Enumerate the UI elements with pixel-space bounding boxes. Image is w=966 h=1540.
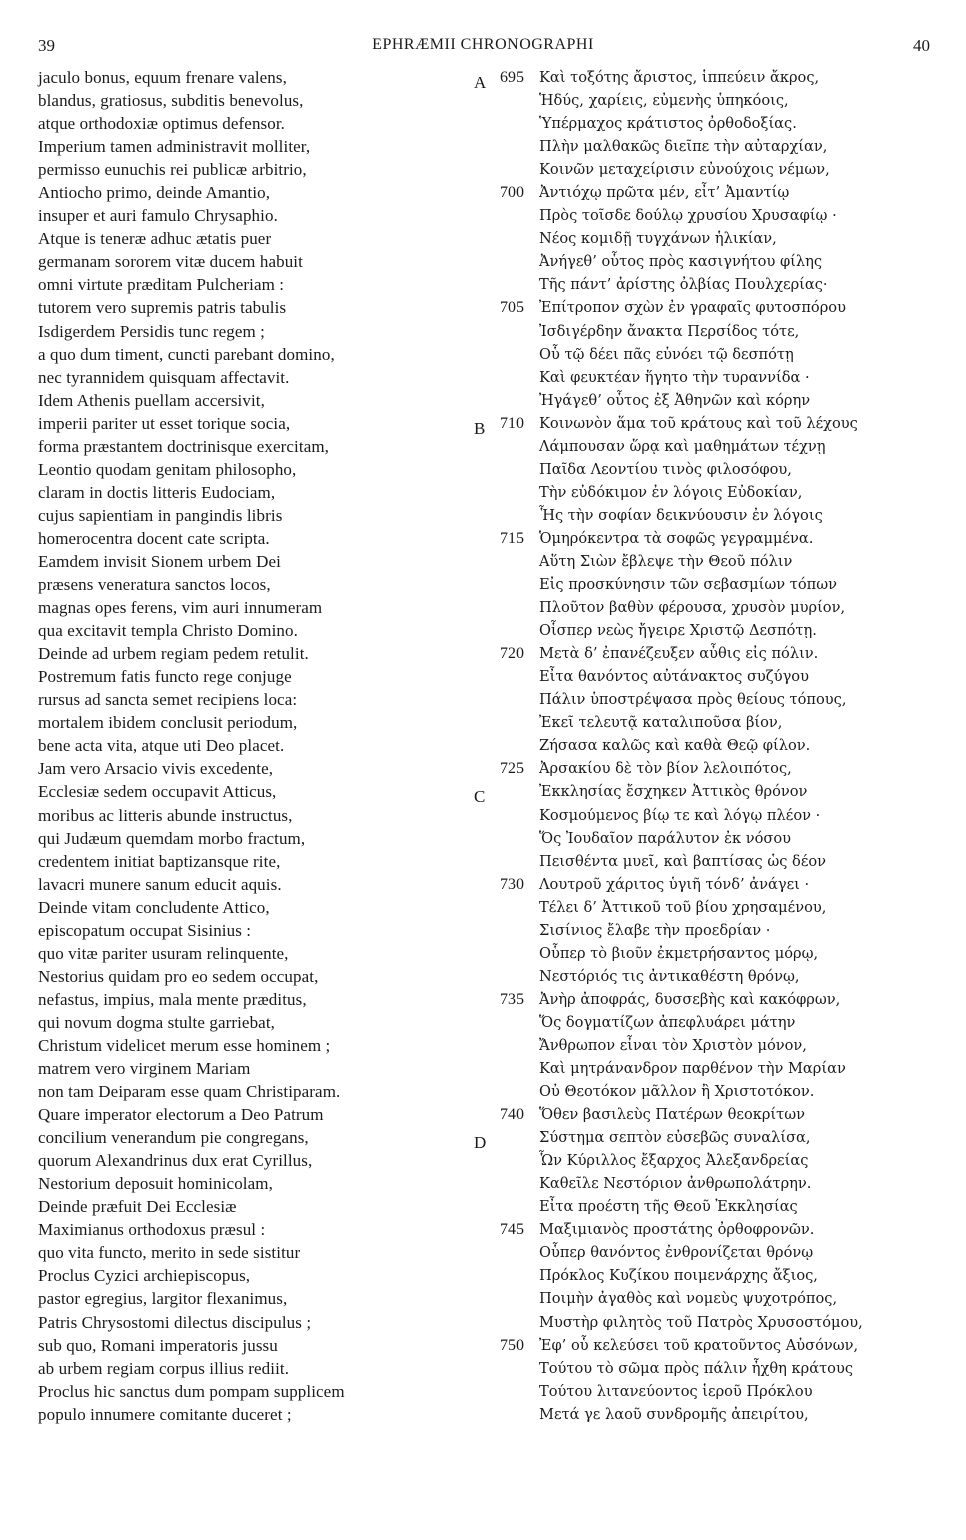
greek-verse-text: Μετὰ δ’ ἐπανέζευξεν αὖθις εἰς πόλιν.	[539, 645, 819, 663]
greek-verse-text: Ὅς δογματίζων ἀπεφλυάρει μάτην	[539, 1013, 796, 1031]
latin-line: imperii pariter ut esset torique socia,	[38, 413, 291, 433]
verse-number: 730	[500, 875, 524, 893]
greek-line	[470, 296, 940, 319]
greek-verse-text: Μυστὴρ φιλητὸς τοῦ Πατρὸς Χρυσοστόμου,	[539, 1313, 863, 1331]
latin-line: germanam sororem vitæ ducem habuit	[38, 252, 303, 272]
latin-line: homerocentra docent cate scripta.	[38, 528, 270, 548]
latin-line: mortalem ibidem conclusit periodum,	[38, 713, 298, 733]
latin-line: Leontio quodam genitam philosopho,	[38, 459, 297, 479]
latin-line: credentem initiat baptizansque rite,	[38, 851, 281, 871]
greek-line	[470, 527, 940, 550]
greek-verse-text: Ἐπίτροπον σχὼν ἐν γραφαῖς φυτοσπόρου	[539, 299, 846, 317]
greek-verse-text: Οὗπερ θανόντος ἐνθρονίζεται θρόνῳ	[539, 1244, 814, 1262]
greek-verse-text: Αὕτη Σιὼν ἔβλεψε τὴν Θεοῦ πόλιν	[539, 552, 793, 570]
greek-verse-text: Σύστημα σεπτὸν εὐσεβῶς συναλίσα,	[539, 1129, 811, 1147]
greek-line	[470, 965, 940, 988]
greek-verse-text: Εἶτα θανόντος αὐτάνακτος συζύγου	[539, 668, 809, 686]
greek-line	[470, 780, 940, 807]
greek-verse-text: Ἡδύς, χαρίεις, εὐμενὴς ὑπηκόοις,	[539, 92, 789, 110]
latin-line: qua excitavit templa Christo Domino.	[38, 621, 298, 641]
latin-line: quo vitæ pariter usuram relinquente,	[38, 943, 289, 963]
latin-translation-column	[38, 66, 458, 1426]
latin-line: tutorem vero supremis patris tabulis	[38, 298, 287, 318]
greek-line	[470, 734, 940, 757]
latin-line: a quo dum timent, cuncti parebant domino,	[38, 344, 335, 364]
latin-line: sub quo, Romani imperatoris jussu	[38, 1335, 278, 1355]
latin-line: ab urbem regiam corpus illius rediit.	[38, 1358, 290, 1378]
greek-verse-text: Ἐκκλησίας ἔσχηκεν Ἀττικὸς θρόνον	[539, 783, 808, 801]
latin-line: Atque is teneræ adhuc ætatis puer	[38, 229, 272, 249]
greek-line	[470, 1241, 940, 1264]
greek-line	[470, 1218, 940, 1241]
latin-line: Deinde præfuit Dei Ecclesiæ	[38, 1197, 237, 1217]
greek-verse-text: Οὗ τῷ δέει πᾶς εὐνόει τῷ δεσπότῃ	[539, 345, 794, 363]
greek-verse-text: Ἧς τὴν σοφίαν δεικνύουσιν ἐν λόγοις	[539, 506, 823, 524]
greek-line	[470, 804, 940, 827]
latin-line: Nestorius quidam pro eo sedem occupat,	[38, 966, 319, 986]
verse-number: 720	[500, 645, 524, 663]
latin-line: matrem vero virginem Mariam	[38, 1059, 251, 1079]
latin-line: cujus sapientiam in pangindis libris	[38, 505, 283, 525]
greek-line	[470, 1034, 940, 1057]
greek-verse-text: Εἰς προσκύνησιν τῶν σεβασμίων τόπων	[539, 576, 838, 594]
latin-line: Idem Athenis puellam accersivit,	[38, 390, 265, 410]
greek-line	[470, 1380, 940, 1403]
latin-line: Isdigerdem Persidis tunc regem ;	[38, 321, 265, 341]
latin-line: nefastus, impius, mala mente præditus,	[38, 989, 307, 1009]
verse-number: 715	[500, 529, 524, 547]
greek-verse-text: Μαξιμιανὸς προστάτης ὀρθοφρονῶν.	[539, 1221, 815, 1239]
greek-line	[470, 204, 940, 227]
greek-verse-text: Ἀνήγεθ’ οὗτος πρὸς κασιγνήτου φίλης	[539, 253, 823, 271]
verse-number: 725	[500, 760, 524, 778]
latin-line: populo innumere comitante duceret ;	[38, 1404, 292, 1424]
verse-number: 750	[500, 1336, 524, 1354]
greek-line	[470, 1334, 940, 1357]
greek-line	[470, 1011, 940, 1034]
greek-verse-text: Καὶ τοξότης ἄριστος, ἱππεύειν ἄκρος,	[539, 69, 820, 86]
greek-line	[470, 573, 940, 596]
greek-verse-text: Ἐκεῖ τελευτᾷ καταλιποῦσα βίον,	[539, 714, 783, 732]
latin-line: Deinde ad urbem regiam pedem retulit.	[38, 644, 309, 664]
verse-number: 700	[500, 184, 524, 202]
greek-line	[470, 711, 940, 734]
section-letter: A	[474, 73, 487, 92]
latin-line: Imperium tamen administravit molliter,	[38, 137, 311, 157]
greek-line	[470, 1264, 940, 1287]
greek-verse-text: Ἀντιόχῳ πρῶτα μέν, εἶτ’ Ἀμαντίῳ	[539, 184, 790, 202]
section-letter: D	[474, 1133, 487, 1153]
greek-line	[470, 66, 940, 92]
greek-line	[470, 181, 940, 204]
latin-line: pastor egregius, largitor flexanimus,	[38, 1289, 288, 1309]
latin-line: quorum Alexandrinus dux erat Cyrillus,	[38, 1151, 313, 1171]
greek-line	[470, 412, 940, 438]
greek-line	[470, 273, 940, 296]
greek-line	[470, 942, 940, 965]
latin-line: forma præstantem doctrinisque exercitam,	[38, 436, 330, 456]
greek-line	[470, 1195, 940, 1218]
latin-line: magnas opes ferens, vim auri innumeram	[38, 598, 323, 618]
greek-line	[470, 873, 940, 896]
greek-verse-text: Εἶτα προέστη τῆς Θεοῦ Ἐκκλησίας	[539, 1198, 798, 1216]
verse-number: 735	[500, 990, 524, 1008]
greek-line	[470, 550, 940, 573]
greek-line	[470, 919, 940, 942]
verse-number: 705	[500, 299, 524, 317]
latin-line: Proclus Cyzici archiepiscopus,	[38, 1266, 251, 1286]
greek-line	[470, 227, 940, 250]
latin-line: Antiocho primo, deinde Amantio,	[38, 183, 271, 203]
latin-line: Jam vero Arsacio vivis excedente,	[38, 759, 274, 779]
greek-verse-text: Τέλει δ’ Ἀττικοῦ τοῦ βίου χρησαμένου,	[539, 898, 827, 916]
greek-line	[470, 665, 940, 688]
verse-number: 695	[500, 69, 524, 86]
greek-line	[470, 896, 940, 919]
greek-line	[470, 1287, 940, 1310]
latin-line: quo vita functo, merito in sede sistitur	[38, 1243, 301, 1263]
greek-verse-column	[470, 66, 940, 1426]
latin-line: atque orthodoxiæ optimus defensor.	[38, 114, 286, 134]
greek-line	[470, 366, 940, 389]
greek-verse-text: Νέος κομιδῇ τυγχάνων ἡλικίαν,	[539, 230, 777, 248]
greek-line	[470, 1080, 940, 1103]
latin-line: jaculo bonus, equum frenare valens,	[38, 68, 287, 87]
greek-line	[470, 1311, 940, 1334]
greek-verse-text: Τῆς πάντ’ ἀρίστης ὀλβίας Πουλχερίας·	[539, 276, 828, 294]
greek-line	[470, 389, 940, 412]
latin-line: bene acta vita, atque uti Deo placet.	[38, 736, 285, 756]
latin-line: Postremum fatis functo rege conjuge	[38, 667, 292, 687]
page-number-left: 39	[38, 36, 55, 55]
greek-line	[470, 1057, 940, 1080]
latin-line: insuper et auri famulo Chrysaphio.	[38, 206, 278, 226]
greek-line	[470, 596, 940, 619]
page-number-right: 40	[913, 36, 930, 55]
greek-verse-text: Ἀρσακίου δὲ τὸν βίον λελοιπότος,	[539, 760, 792, 778]
greek-verse-text: Μετά γε λαοῦ συνδρομῆς ἀπειρίτου,	[539, 1405, 809, 1423]
greek-line	[470, 250, 940, 273]
greek-line	[470, 1103, 940, 1126]
latin-line: moribus ac litteris abunde instructus,	[38, 805, 293, 825]
verse-number: 745	[500, 1221, 524, 1239]
running-header	[0, 36, 966, 60]
greek-line	[470, 504, 940, 527]
greek-verse-text: Κοινῶν μεταχείρισιν εὐνούχοις νέμων,	[539, 161, 830, 179]
greek-verse-text: Πλὴν μαλθακῶς διεῖπε τὴν αὐταρχίαν,	[539, 138, 828, 156]
greek-verse-text: Σισίνιος ἔλαβε τὴν προεδρίαν ·	[539, 921, 771, 939]
greek-line	[470, 827, 940, 850]
latin-line: Maximianus orthodoxus præsul :	[38, 1220, 266, 1240]
greek-verse-text: Παῖδα Λεοντίου τινὸς φιλοσόφου,	[539, 460, 792, 478]
greek-verse-text: Ἐφ’ οὗ κελεύσει τοῦ κρατοῦντος Αὐσόνων,	[539, 1336, 859, 1354]
greek-verse-text: Πρὸς τοῖσδε δούλῳ χρυσίου Χρυσαφίῳ ·	[539, 207, 837, 225]
latin-line: Eamdem invisit Sionem urbem Dei	[38, 551, 281, 571]
greek-verse-text: Ζήσασα καλῶς καὶ καθὰ Θεῷ φίλον.	[539, 737, 811, 755]
latin-line: Christum videlicet merum esse hominem ;	[38, 1035, 331, 1055]
latin-line: episcopatum occupat Sisinius :	[38, 920, 252, 940]
greek-verse-text: Καὶ φευκτέαν ἥγητο τὴν τυραννίδα ·	[539, 368, 810, 386]
greek-line	[470, 1149, 940, 1172]
greek-line	[470, 1126, 940, 1153]
greek-line	[470, 642, 940, 665]
latin-line: qui novum dogma stulte garriebat,	[38, 1012, 275, 1032]
greek-line	[470, 757, 940, 780]
latin-line: concilium venerandum pie congregans,	[38, 1128, 309, 1148]
greek-line	[470, 135, 940, 158]
latin-line: nec tyrannidem quisquam affectavit.	[38, 367, 290, 387]
greek-verse-text: Ἀνὴρ ἀποφράς, δυσσεβὴς καὶ κακόφρων,	[539, 990, 841, 1008]
greek-verse-text: Καθεῖλε Νεστόριον ἀνθρωπολάτρην.	[539, 1175, 812, 1193]
greek-verse-text: Ἰσδιγέρδην ἄνακτα Περσίδος τότε,	[539, 322, 800, 340]
greek-line	[470, 343, 940, 366]
greek-line	[470, 1172, 940, 1195]
greek-line	[470, 158, 940, 181]
greek-verse-text: Λουτροῦ χάριτος ὑγιῆ τόνδ’ ἀνάγει ·	[539, 875, 810, 893]
greek-line	[470, 320, 940, 343]
greek-line	[470, 435, 940, 458]
greek-line	[470, 112, 940, 135]
greek-verse-text: Τὴν εὐδόκιμον ἐν λόγοις Εὐδοκίαν,	[539, 483, 803, 501]
greek-verse-text: Πλοῦτον βαθὺν φέρουσα, χρυσὸν μυρίον,	[539, 599, 846, 617]
section-letter: C	[474, 787, 486, 807]
latin-line: rursus ad sancta semet recipiens loca:	[38, 690, 298, 710]
greek-line	[470, 89, 940, 112]
greek-verse-text: Ἠγάγεθ’ οὗτος ἐξ Ἀθηνῶν καὶ κόρην	[539, 391, 811, 409]
latin-line: Ecclesiæ sedem occupavit Atticus,	[38, 782, 277, 802]
greek-line	[470, 1403, 940, 1426]
greek-verse-text: Λάμπουσαν ὥρᾳ καὶ μαθημάτων τέχνῃ	[539, 437, 826, 455]
greek-verse-text: Ποιμὴν ἀγαθὸς καὶ νομεὺς ψυχοτρόπος,	[539, 1290, 838, 1308]
greek-verse-text: Ὑπέρμαχος κράτιστος ὀρθοδοξίας.	[539, 115, 797, 133]
greek-line	[470, 1357, 940, 1380]
greek-verse-text: Νεστόριός τις ἀντικαθέστη θρόνῳ,	[539, 967, 800, 985]
latin-line: claram in doctis litteris Eudociam,	[38, 482, 276, 502]
greek-line	[470, 988, 940, 1011]
greek-line	[470, 481, 940, 504]
greek-verse-text: Ἄνθρωπον εἶναι τὸν Χριστὸν μόνον,	[539, 1036, 807, 1054]
greek-verse-text: Πεισθέντα μυεῖ, καὶ βαπτίσας ὡς δέον	[539, 852, 827, 870]
latin-line: non tam Deiparam esse quam Christiparam.	[38, 1082, 341, 1102]
greek-verse-text: Ὅθεν βασιλεὺς Πατέρων θεοκρίτων	[539, 1106, 806, 1124]
greek-verse-text: Κοινωνὸν ἅμα τοῦ κράτους καὶ τοῦ λέχους	[539, 414, 858, 432]
greek-verse-text: Τούτου τὸ σῶμα πρὸς πάλιν ἦχθη κράτους	[539, 1359, 854, 1377]
latin-line: lavacri munere sanum educit aquis.	[38, 874, 282, 894]
greek-verse-text: Πρόκλος Κυζίκου ποιμενάρχης ἄξιος,	[539, 1267, 818, 1285]
section-letter: B	[474, 418, 486, 438]
greek-verse-text: Ὧν Κύριλλος ἔξαρχος Ἀλεξανδρείας	[539, 1152, 809, 1170]
greek-verse-text: Κοσμούμενος βίῳ τε καὶ λόγῳ πλέον ·	[539, 806, 821, 824]
greek-verse-text: Ὅς Ἰουδαῖον παράλυτον ἐκ νόσου	[539, 829, 792, 847]
latin-line: qui Judæum quemdam morbo fractum,	[38, 828, 306, 848]
greek-verse-text: Ὁμηρόκεντρα τὰ σοφῶς γεγραμμένα.	[539, 529, 814, 547]
latin-line: blandus, gratiosus, subditis benevolus,	[38, 91, 304, 111]
greek-line	[470, 619, 940, 642]
latin-line: permisso eunuchis rei publicæ arbitrio,	[38, 160, 307, 180]
greek-verse-text: Οἷσπερ νεὼς ἤγειρε Χριστῷ Δεσπότῃ.	[539, 622, 817, 640]
greek-verse-text: Πάλιν ὑποστρέψασα πρὸς θείους τόπους,	[539, 691, 847, 709]
latin-line: Nestorium deposuit hominicolam,	[38, 1174, 273, 1194]
running-title: EPHRÆMII CHRONOGRAPHI	[372, 36, 594, 53]
greek-line	[470, 850, 940, 873]
greek-verse-text: Οὗπερ τὸ βιοῦν ἐκμετρήσαντος μόρῳ,	[539, 944, 819, 962]
greek-verse-text: Καὶ μητράνανδρον παρθένον τὴν Μαρίαν	[539, 1060, 846, 1078]
greek-line	[470, 688, 940, 711]
greek-line	[470, 458, 940, 481]
latin-line: Deinde vitam concludente Attico,	[38, 897, 270, 917]
latin-line: Quare imperator electorum a Deo Patrum	[38, 1105, 324, 1125]
latin-line: Patris Chrysostomi dilectus discipulus ;	[38, 1312, 312, 1332]
latin-line: Proclus hic sanctus dum pompam supplicem	[38, 1381, 345, 1401]
latin-line: præsens veneratura sanctos locos,	[38, 575, 271, 595]
greek-verse-text: Οὐ Θεοτόκον μᾶλλον ἢ Χριστοτόκον.	[539, 1083, 815, 1101]
verse-number: 740	[500, 1106, 524, 1124]
greek-verse-text: Τούτου λιτανεύοντος ἱεροῦ Πρόκλου	[539, 1382, 813, 1400]
latin-line: omni virtute præditam Pulcheriam :	[38, 275, 285, 295]
verse-number: 710	[500, 414, 524, 432]
